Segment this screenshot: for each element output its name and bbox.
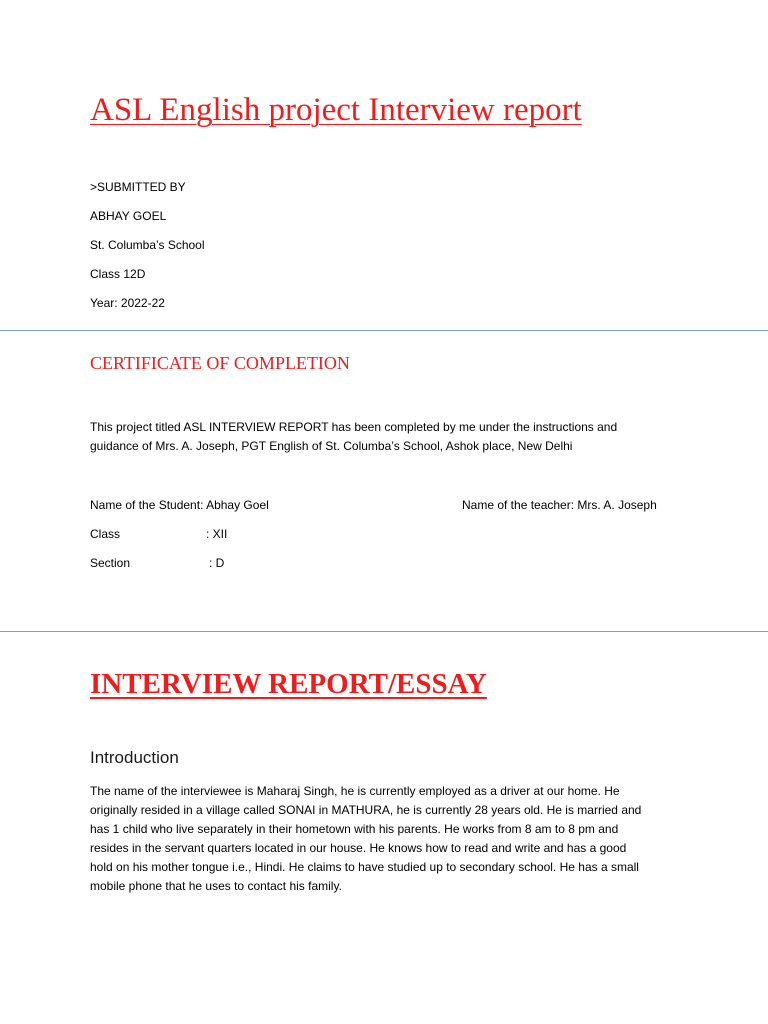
paragraph-line: resides in the servant quarters located in our house. He knows how to read and write and has a good bbox=[90, 841, 627, 855]
introduction-paragraph bbox=[90, 782, 680, 896]
year-info: Year: 2022-22 bbox=[90, 296, 165, 310]
certificate-text-line: This project titled ASL INTERVIEW REPORT has been completed by me under the instructions and bbox=[90, 420, 618, 434]
class-value: : XII bbox=[206, 527, 228, 541]
student-name: Name of the Student: Abhay Goel bbox=[90, 498, 269, 512]
certificate-heading: CERTIFICATE OF COMPLETION bbox=[90, 353, 350, 373]
certificate-text-line: guidance of Mrs. A. Joseph, PGT English of St. Columba’s School, Ashok place, New Delhi bbox=[90, 439, 573, 453]
section-value: : D bbox=[209, 556, 225, 570]
document-title: ASL English project Interview report bbox=[90, 92, 582, 128]
paragraph-line: mobile phone that he uses to contact his family. bbox=[90, 879, 342, 893]
class-info: Class 12D bbox=[90, 267, 146, 281]
essay-heading: INTERVIEW REPORT/ESSAY bbox=[90, 668, 487, 700]
paragraph-line: originally resided in a village called SONAI in MATHURA, he is currently 28 years old. He is married and bbox=[90, 803, 642, 817]
author-name: ABHAY GOEL bbox=[90, 209, 167, 223]
paragraph-line: has 1 child who live separately in their hometown with his parents. He works from 8 am to 8 pm and bbox=[90, 822, 619, 836]
teacher-name: Name of the teacher: Mrs. A. Joseph bbox=[462, 498, 657, 512]
school-name: St. Columba’s School bbox=[90, 238, 205, 252]
introduction-heading: Introduction bbox=[90, 748, 179, 767]
section-divider bbox=[0, 330, 768, 331]
section-divider bbox=[0, 631, 768, 632]
class-label: Class bbox=[90, 527, 121, 541]
submitted-by-label: >SUBMITTED BY bbox=[90, 180, 186, 194]
paragraph-line: The name of the interviewee is Maharaj Singh, he is currently employed as a driver at our home. He bbox=[90, 784, 620, 798]
section-label: Section bbox=[90, 556, 131, 570]
paragraph-line: hold on his mother tongue i.e., Hindi. He claims to have studied up to secondary school. He has a small bbox=[90, 860, 639, 874]
